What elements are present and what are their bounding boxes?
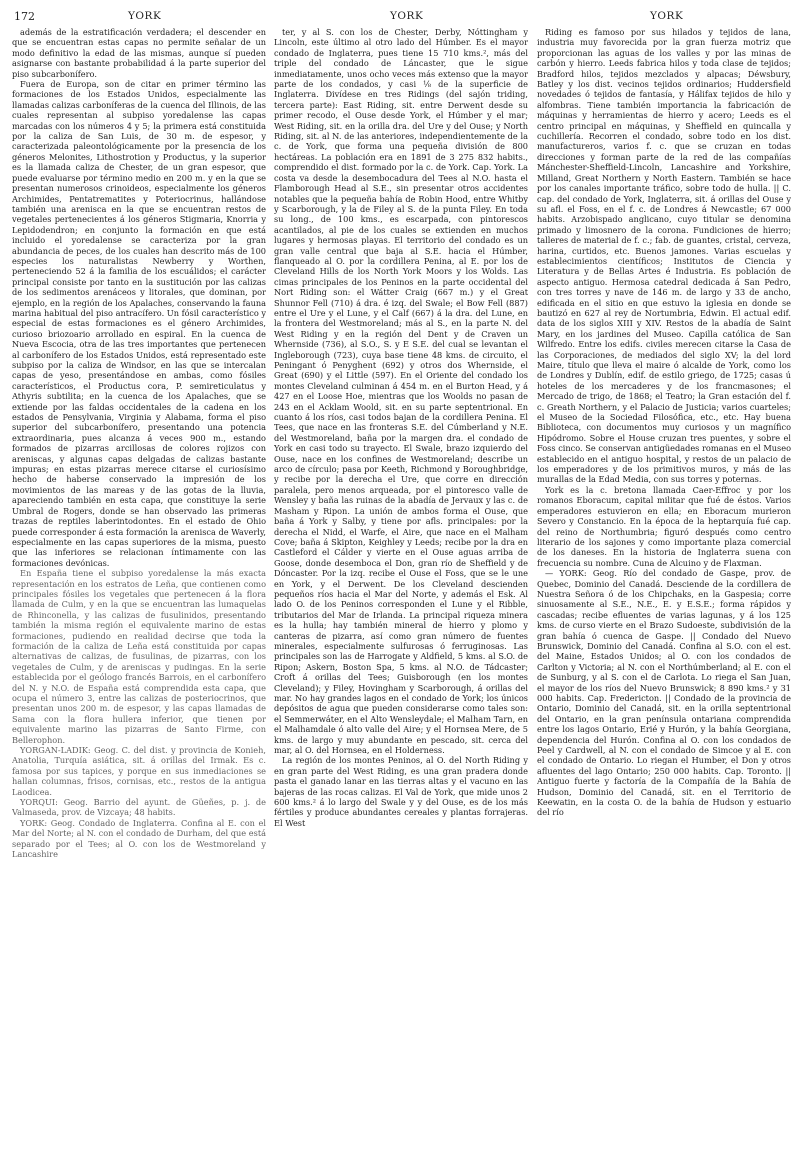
running-head-left: YORK	[128, 10, 162, 22]
text-column-3	[537, 27, 791, 1167]
paragraph: En España tiene el subpiso yoredalense la más exacta representación en los estratos de Leña, que contienen como principales fósiles los vegetales que pertenecen á la flora llamada de Culm, y en la que se encuentran las lumaquelas de Rhinconella, y las calizas de fusulinidos, presentando también la misma región el equivalente marino de estas formaciones, pudiendo en realidad decirse que toda la formación de la caliza de Leña está constituida por capas alternativas de calizas, de fusulinas, de pizarras, con los vegetales de Culm, y de areniscas y pudingas. En la serie establecida por el geólogo francés Barrois, en el carbonífero del N. y N.O. de España está comprendida esta capa, que ocupa el número 3, entre las calizas de posteriocrinos, que presentan unos 200 m. de espesor, y las capas llamadas de Sama con la flora hullera inferior, que tienen por equivalente marino las pizarras de Santo Firme, con Bellerophon.	[12, 568, 266, 745]
running-head-right: YORK	[650, 10, 684, 22]
paragraph: La región de los montes Peninos, al O. del North Riding y en gran parte del West Riding, es una gran pradera donde pasta el ganado lanar en las tierras altas y el vacuno en las bajeras de las rocas calizas. El Val de York, que mide unos 2 600 kms.² á lo largo del Swale y y del Ouse, es de los más fértiles y produce abundantes cereales y plantas forrajeras. El West	[274, 755, 528, 828]
entry-yorqui: YORQUI: Geog. Barrio del ayunt. de Güeñes, p. j. de Valmaseda, prov. de Vizcaya; 48 habits.	[12, 797, 266, 818]
entry-york: YORK: Geog. Condado de Inglaterra. Confina al E. con el Mar del Norte; al N. con el condado de Durham, del que está separado por el Tees; al O. con los de Westmoreland y Lancashire	[12, 817, 266, 860]
paragraph: ter, y al S. con los de Chester, Derby, Nóttingham y Lincoln, este último al otro lado del Húmber. Es el mayor condado de Inglaterra, pues tiene 15 710 kms.², más del triple del condado de Láncaster, que le sigue inmediatamente, unos ocho veces más extenso que la mayor parte de los condados, y casi ⅛ de la superficie de Inglaterra. Divídese en tres Ridings (del sajón triding, tercera parte): East Riding, sit. entre Derwent desde su primer recodo, el Ouse desde York, el Húmber y el mar; West Riding, sit. en la orilla dra. del Ure y del Ouse; y North Riding, sit. al N. de las anteriores, independientemente de la c. de York, que forma una pequeña división de 800 hectáreas. La población era en 1891 de 3 275 832 habits., comprendido el dist. formado por la c. de York. Cap. York. La costa va desde la desembocadura del Tees al N.O. hasta el Flamborough Head al S.E., sin presentar otros accidentes notables que la pequeña bahía de Robin Hood, entre Whitby y Scarborough, y la de Filey al S. de la punta Filey. En toda su long., de 100 kms., es escarpada, con pintorescos acantilados, al pie de los cuales se extienden en muchos lugares y hermosas playas. El territorio del condado es un gran valle central que baja al S.E. hacia el Húmber, flanqueado al O. por la cordillera Penina, al E. por los de Cleveland Hills de los North York Moors y los Wolds. Las cimas principales de los Peninos en la parte occidental del Nort Riding son: el Wátter Craig (667 m.) y el Great Shunnor Fell (710) á dra. é izq. del Swale; el Bow Fell (887) entre el Ure y el Lune, y el Calf (667) á la dra. del Lune, en la frontera del Westmoreland; más al S., en la parte N. del West Riding y en la región del Dent y de Craven un Whernside (736), al S.O., S. y E S.E. del cual se levantan el Ingleborough (723), cuya base tiene 48 kms. de circuito, el Peningant ó Penyghent (692) y otros dos Whernside, el Great (690) y el Little (597). En el Oriente del condado los montes Cleveland culminan á 454 m. en el Burton Head, y á 427 en el Loose Hoe, mientras que los Woolds no pasan de 243 en el Acklam Woold, sit. en su parte septentrional. En cuanto á los ríos, casi todos bajan de la cordillera Penina. El Tees, que nace en las fronteras S.E. del Cúmberland y N.E. del Westmoreland, baña por la margen dra. el condado de York en casi todo su trayecto. El Swale, brazo izquierdo del Ouse, nace en los confines de Westmoreland; describe un arco de círculo; pasa por Keeth, Richmond y Boroughbridge, y recibe por la derecha el Ure, que corre en dirección paralela, pero menos arqueada, por el pintoresco valle de Wensley y baña las ruinas de la abadía de Jervaux y las c. de Masham y Ripon. La unión de ambos forma el Ouse, que baña á York y Salby, y tiene por afls. principales: por la derecha el Nidd, el Warfe, el Aire, que nace en el Malham Cove; baña á Skipton, Keighley y Leeds; recibe por la dra en Castleford el Cálder y vierte en el Ouse aguas arriba de Goose, donde desemboca el Don, gran río de Sheffield y de Dóncaster. Por la izq. recibe el Ouse el Foss, que se le une en York, y el Derwent. De los Cleveland descienden pequeños ríos hacia el Mar del Norte, y además el Esk. Al lado O. de los Peninos corresponden el Lune y el Ribble, tributarios del Mar de Irlanda. La principal riqueza minera es la hulla; hay también mineral de hierro y plomo y canteras de pizarra, así como gran número de fuentes minerales, especialmente sulfurosas ó ferruginosas. Las principales son las de Harrogate y Aldfield, 5 kms. al S.O. de Ripon; Askern, Boston Spa, 5 kms. al N.O. de Tádcaster; Croft á orillas del Tees; Guisborough (en los montes Cleveland); y Filey, Hovingham y Scarborough, á orillas del mar. No hay grandes lagos en el condado de York; los únicos depósitos de agua que pueden considerarse como tales son: el Semmerwáter, en el Alto Wensleydale; el Malham Tarn, en el Malhamdale ó alto valle del Aire; y el Hornsea Mere, de 5 kms. de largo y muy abundante en pescado, sit. cerca del mar, al O. del Hornsea, en el Holderness.	[274, 27, 528, 756]
text-column-1	[12, 27, 266, 1167]
paragraph: Fuera de Europa, son de citar en primer término las formaciones de los Estados Unidos, especialmente las llamadas calizas carboníferas de la cuenca del Illinois, de las cuales representan al subpiso yoredalense las capas marcadas con los números 4 y 5; la primera está constituida por la caliza de San Luis, de 30 m. de espesor, y caracterizada paleontológicamente por la presencia de los géneros Melonites, Lithostrotion y Productus, y la superior es la llamada caliza de Chester, de un gran espesor, que puede evaluarse por término medio en 200 m. y en la que se presentan numerosos crinoideos, especialmente los géneros Archimides, Pentatrematites y Poteriocrinus, hallándose también una arenisca en la que se encuentran restos de vegetales pertenecientes á los géneros Stigmaria, Knorria y Lepidodendron; en conjunto la formación en que está incluido el yoredalense se caracteriza por la gran abundancia de peces, de los cuales han descrito más de 100 especies los naturalistas Newberry y Worthen, perteneciendo 52 á la familia de los escuálidos; el carácter principal consiste por tanto en la sustitución por las calizas de los sedimentos arenáceos y litorales, que dominan, por ejemplo, en la región de los Apalaches, conservando la fauna marina habitual del piso antracífero. Un fósil característico y especial de estas formaciones es el género Archimides, curioso briozoario arrollado en espiral. En la cuenca de Nueva Escocia, otra de las tres importantes que pertenecen al carbonífero de los Estados Unidos, está representado este subpiso por la caliza de Windsor, en las que se intercalan capas de yeso, presentándose en ambas, como fósiles característicos, el Productus cora, P. semireticulatus y Athyris subtilita; en la cuenca de los Apalaches, que se extiende por las faldas occidentales de la cadena en los estados de Pensylvania, Virginia y Alabama, forma el piso superior del subcarbonífero, presentando una potencia extraordinaria, pues alcanza á veces 900 m., estando formados de pizarras arcillosas de colores rojizos con areniscas, y algunas capas delgadas de calizas bastante impuras; en estas pizarras merece citarse el curiosísimo hecho de haberse conservado la impresión de los movimientos de las mareas y de las gotas de la lluvia, apareciendo también en esta capa, que constituye la serie Umbral de Rogers, donde se han observado las primeras trazas de reptiles laberintodontes. En el estado de Ohio puede corresponder á esta formación la arenisca de Waverly, especialmente en las capas superiores de la misma, puesto que las inferiores se relacionan íntimamente con las formaciones devónicas.	[12, 79, 266, 568]
text-column-2	[274, 27, 528, 1167]
page-header	[0, 0, 801, 30]
paragraph: York es la c. bretona llamada Caer-Effroc y por los romanos Eboracum, capital militar que fué de éstos. Varios emperadores estuvieron en ella; en Eboracum murieron Severo y Constancio. En la época de la heptarquía fué cap. del reino de Northumbria; figuró después como centro literario de los sajones y como importante plaza comercial de los daneses. En la historia de Inglaterra suena con frecuencia su nombre. Cuna de Alcuino y de Flaxman.	[537, 484, 791, 568]
entry-yorgan-ladik: YORGAN-LADIK: Geog. C. del dist. y provincia de Konieh, Anatolia, Turquía asiática, sit. á orillas del Irmak. Es c. famosa por sus tapices, y porque en sus inmediaciones se hallan columnas, frisos, cornisas, etc., restos de la antigua Laodicea.	[12, 745, 266, 797]
paragraph: Riding es famoso por sus hilados y tejidos de lana, industria muy favorecida por la gran fuerza motriz que proporcionan las aguas de los valles y por las minas de carbón y hierro. Leeds fabrica hilos y toda clase de tejidos; Bradford hilos, tejidos mezclados y alpacas; Déwsbury, Batley y los dist. vecinos tejidos ordinarios; Huddersfield novedades ó tejidos de fantasía, y Hálifax tejidos de hilo y alfombras. Tiene también importancia la fabricación de máquinas y herramientas de hierro y acero; Leeds es el centro principal en máquinas, y Sheffield en quincalla y cuchillería. Recorren el condado, sobre todo en los dist. manufactureros, varios f. c. que se cruzan en todas direcciones y forman parte de la red de las compañías Mánchester-Sheffield-Lincoln, Lancashire and Yorkshire, Milland, Great Northern y North Eastern. También se hace por los canales importante tráfico, sobre todo de hulla. || C. cap. del condado de York, Inglaterra, sit. á orillas del Ouse y su afl. el Foss, en el f. c. de Londres á Newcastle; 67 000 habits. Arzobispado anglicano, cuyo titular se denomina primado y limosnero de la corona. Fundiciones de hierro; talleres de material de f. c.; fab. de guantes, cristal, cerveza, harina, curtidos, etc. Buenos jamones. Varias escuelas y establecimientos científicos; Institutos de Ciencia y Literatura y de Bellas Artes é Industria. Es población de aspecto antiguo. Hermosa catedral dedicada á San Pedro, con tres torres y nave de 146 m. de largo y 33 de ancho, edificada en el sitio en que estuvo la iglesia en donde se bautizó en 627 al rey de Nortumbria, Edwin. El actual edif. data de los siglos XIII y XIV. Restos de la abadía de Saint Mary, en los jardines del Museo. Capilla católica de San Wilfredo. Entre los edifs. civiles merecen citarse la Casa de las Corporaciones, de mediados del siglo XV; la del lord Maire, título que lleva el maire ó alcalde de York, como los de Londres y Dublín, edif. de estilo griego, de 1725; casas ú hoteles de los mercaderes y de los francmasones; el Mercado de trigo, de 1868; el Teatro; la Gran estación del f. c. Greath Northern, y el Palacio de Justicia; varios cuarteles; el Museo de la Sociedad Filosófica, etc., etc. Hay buena Biblioteca, con documentos muy curiosos y un magnífico Hipódromo. Sobre el House cruzan tres puentes, y sobre el Foss cinco. Se conservan antigüedades romanas en el Museo establecido en el antiguo hospital, y restos de un palacio de los emperadores y de los primitivos muros, y más de las murallas de la Edad Media, con sus torres y poternas.	[537, 27, 791, 485]
paragraph: además de la estratificación verdadera; el descender en que se encuentran estas capas no permite señalar de un modo definitivo la edad de las mismas, aunque sí pueden asignarse con bastante probabilidad á la parte superior del piso subcarbonífero.	[12, 27, 266, 79]
running-head-center: YORK	[390, 10, 424, 22]
page-number: 172	[14, 10, 35, 23]
paragraph: — YORK: Geog. Río del condado de Gaspe, prov. de Quebec, Dominio del Canadá. Desciende de la cordillera de Nuestra Señora ó de los Chipchaks, en la Gaspesia; corre sinuosamente al S.E., N.E., E. y E.S.E.; forma rápidos y cascadas; recibe efluentes de varias lagunas, y á los 125 kms. de curso vierte en el Brazo Sudoeste, subdivisión de la gran bahía ó cuenca de Gaspe. || Condado del Nuevo Brunswick, Dominio del Canadá. Confina al S.O. con el est. del Maine, Estados Unidos; al O. con los condados de Carlton y Victoria; al N. con el Northúmberland; al E. con el de Sunburg, y al S. con el de Carlota. Lo riega el San Juan, el mayor de los ríos del Nuevo Brunswick; 8 890 kms.² y 31 000 habits. Cap. Fredericton. || Condado de la provincia de Ontario, Dominio del Canadá, sit. en la orilla septentrional del Ontario, en la gran península ontariana comprendida entre los lagos Ontario, Erié y Hurón, y la bahía Georgiana, dependencia del Hurón. Confina al O. con los condados de Peel y Cardwell, al N. con el condado de Simcoe y al E. con el condado de Ontario. Lo riegan el Humber, el Don y otros afluentes del lago Ontario; 250 000 habits. Cap. Toronto. || Antiguo fuerte y factoría de la Compañía de la Bahía de Hudson, Dominio del Canadá, sit. en el Territorio de Keewatin, en la costa O. de la bahía de Hudson y estuario del río	[537, 568, 791, 818]
